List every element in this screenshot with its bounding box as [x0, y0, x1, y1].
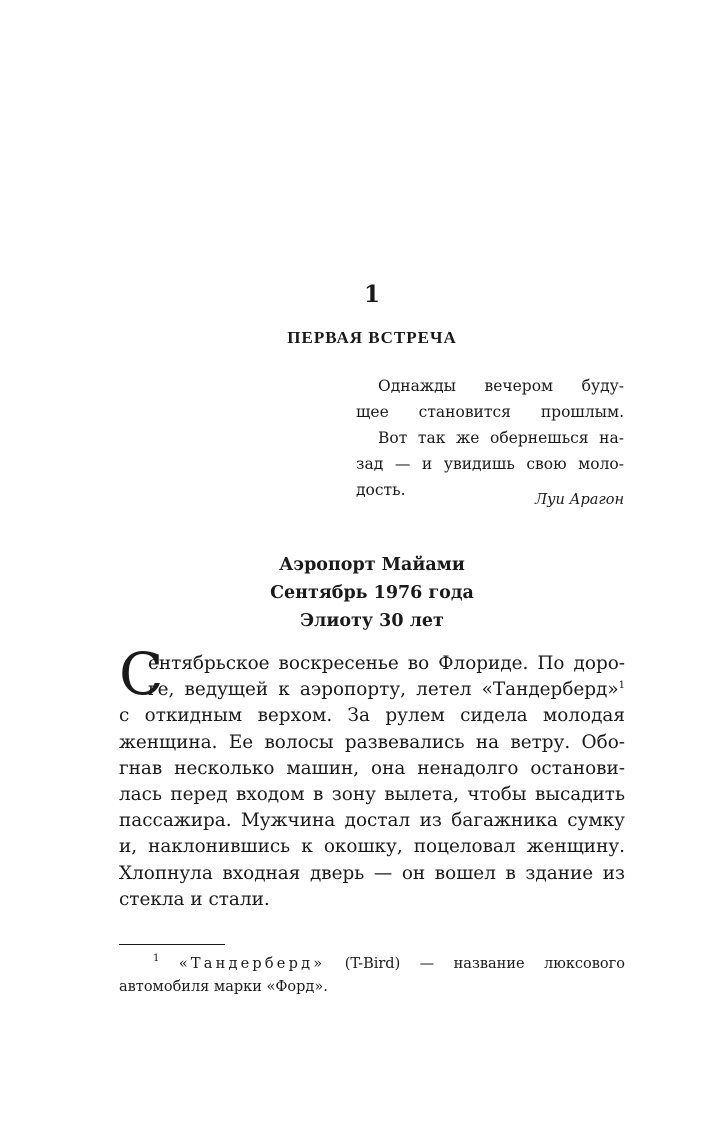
footnote-divider: [119, 944, 225, 945]
epigraph-line: Однажды вечером буду-: [378, 377, 624, 395]
epigraph-author: Луи Арагон: [535, 492, 624, 508]
body-line: пассажира. Мужчина достал из багажника сумку: [119, 810, 625, 832]
body-line: ентябрьское воскресенье во Флориде. По доро-: [148, 653, 625, 674]
chapter-number: 1: [363, 281, 380, 308]
body-line: Хлопнула входная дверь — он вошел в здание из: [119, 862, 625, 884]
heading-date: Сентябрь 1976 года: [270, 583, 474, 603]
footnote-marker: 1: [153, 953, 160, 964]
footnote: [119, 953, 625, 998]
chapter-title: ПЕРВАЯ ВСТРЕЧА: [287, 328, 457, 347]
epigraph-line: щее становится прошлым.: [356, 403, 624, 421]
footnote-term: «Тандерберд»: [178, 956, 326, 972]
body-line: лась перед входом в зону вылета, чтобы высадить: [119, 783, 625, 805]
footnote-line: автомобиля марки «Форд».: [119, 978, 328, 995]
epigraph-line: Вот так же обернешься на-: [378, 429, 624, 447]
drop-cap: С: [119, 640, 164, 708]
body-line-text: ге, ведущей к аэропорту, летел «Тандерберд»: [148, 679, 619, 701]
body-line: с откидным верхом. За рулем сидела молодая: [119, 705, 625, 727]
footnote-text: (T-Bird) — название люксового: [325, 956, 625, 972]
epigraph-line: зад — и увидишь свою моло-: [356, 455, 624, 473]
epigraph-line: дость.: [356, 481, 406, 499]
epigraph: [356, 373, 624, 503]
heading-place: Аэропорт Майами: [279, 555, 465, 575]
body-line: [119, 677, 625, 703]
section-heading: [0, 551, 709, 635]
body-line: и, наклонившись к окошку, поцеловал женщину.: [119, 836, 625, 858]
body-line: гнав несколько машин, она ненадолго останови-: [119, 757, 625, 779]
heading-age: Элиоту 30 лет: [300, 611, 444, 631]
footnote-line: [119, 953, 625, 976]
body-line: стекла и стали.: [119, 888, 270, 910]
body-paragraph: [119, 651, 625, 913]
body-line: женщина. Ее волосы развевались на ветру. Обо-: [119, 731, 625, 753]
footnote-reference[interactable]: 1: [618, 680, 625, 692]
